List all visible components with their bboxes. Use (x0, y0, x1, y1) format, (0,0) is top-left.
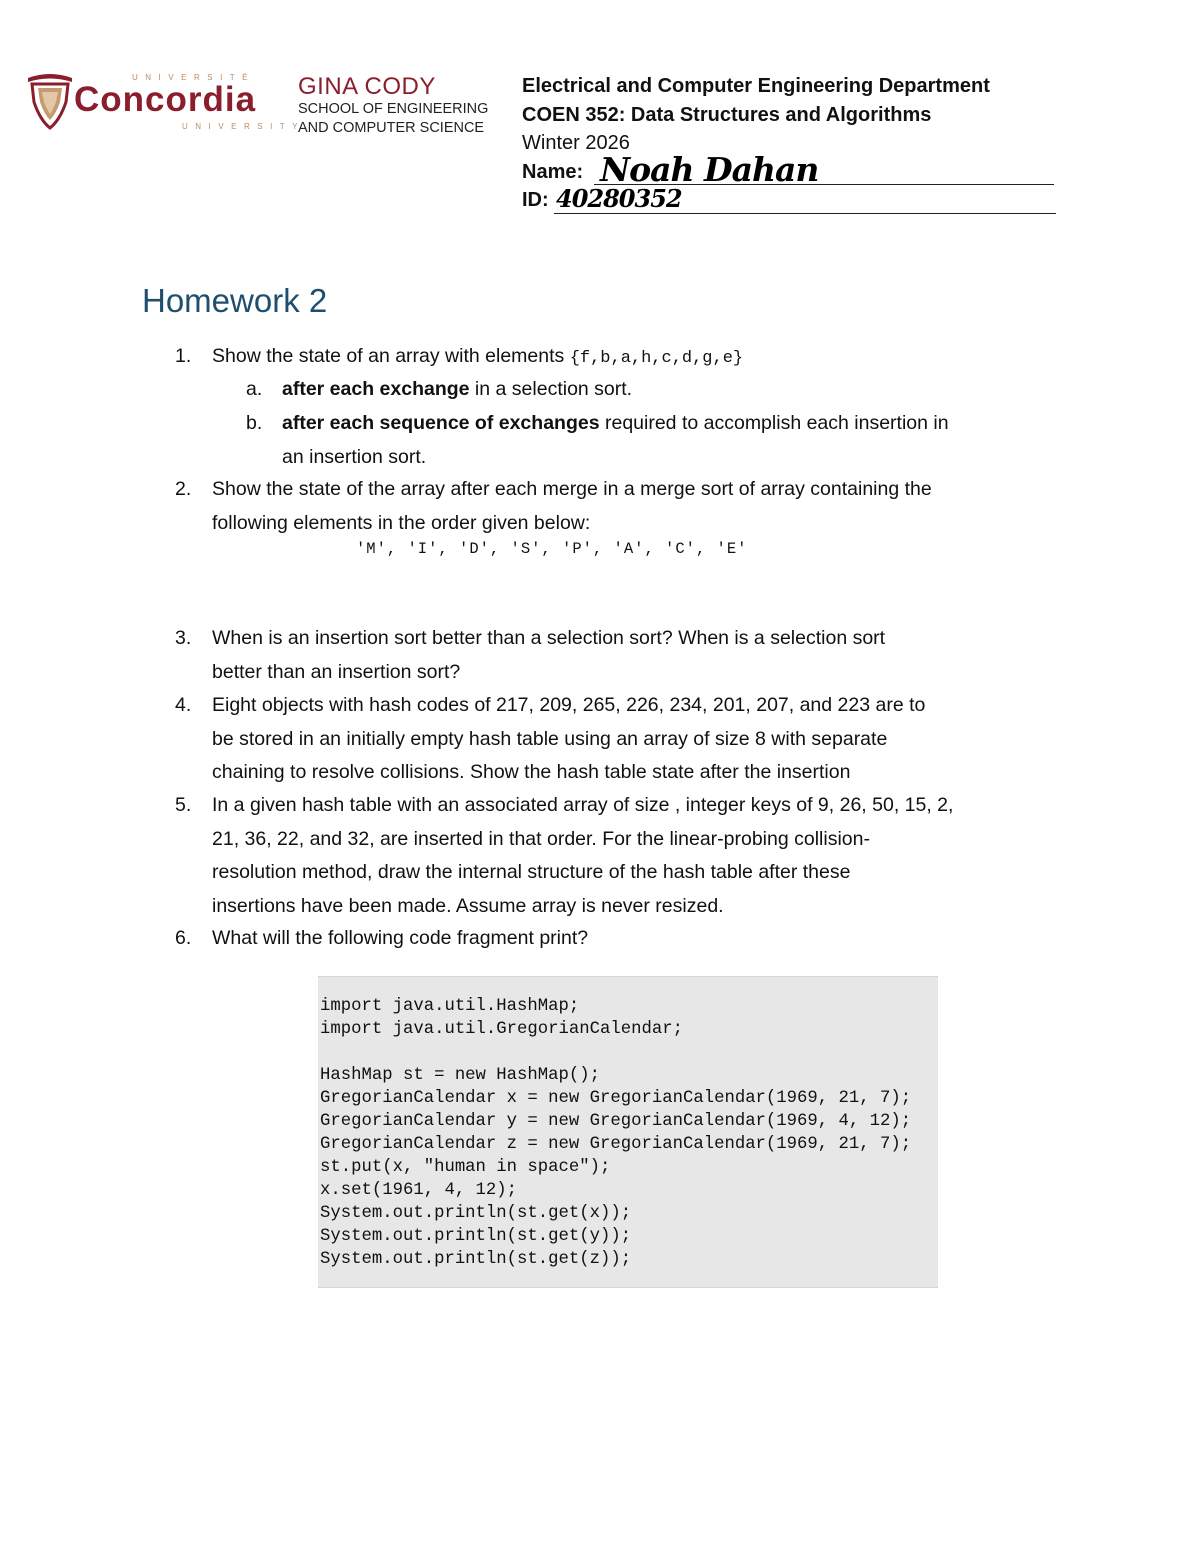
code-line (320, 1041, 911, 1064)
name-label: Name: (522, 160, 584, 183)
homework-title: Homework 2 (142, 282, 328, 319)
university-name: Concordia (74, 80, 257, 119)
code-line: GregorianCalendar x = new GregorianCalendar(1969, 21, 7); (320, 1089, 912, 1108)
question-1a (246, 373, 1066, 407)
question-line: following elements in the order given below: (212, 511, 591, 534)
question-number: 2. (175, 478, 192, 500)
code-line: import java.util.GregorianCalendar; (320, 1020, 683, 1039)
concordia-logo (26, 70, 306, 136)
question-line: resolution method, draw the internal structure of the hash table after these (212, 861, 851, 883)
code-line: GregorianCalendar z = new GregorianCalendar(1969, 21, 7); (320, 1135, 912, 1154)
code-line: HashMap st = new HashMap(); (320, 1066, 601, 1085)
question-line: Eight objects with hash codes of 217, 209, 265, 226, 234, 201, 207, and 223 are to (212, 694, 926, 716)
code-line: x.set(1961, 4, 12); (320, 1181, 518, 1200)
question-number: 5. (175, 794, 192, 816)
question-number: 1. (175, 345, 192, 367)
question-line: chaining to resolve collisions. Show the hash table state after the insertion (212, 761, 851, 783)
university-bottom-word: UNIVERSITY (182, 122, 306, 131)
id-handwritten: 40280352 (556, 184, 682, 213)
question-2 (175, 473, 1065, 540)
question-number: 4. (175, 694, 192, 716)
id-field (522, 186, 1062, 215)
question-1b (246, 407, 1066, 474)
term: Winter 2026 (522, 132, 630, 154)
course-title: COEN 352: Data Structures and Algorithms (522, 103, 932, 126)
question-line: Show the state of the array after each merge in a merge sort of array containing the (212, 478, 932, 500)
school-name: GINA CODY (298, 73, 436, 100)
school-line-1: SCHOOL OF ENGINEERING (298, 101, 489, 117)
question-line: In a given hash table with an associated array of size , integer keys of 9, 26, 50, 15, 2, (212, 794, 954, 816)
code-line: GregorianCalendar y = new GregorianCalendar(1969, 4, 12); (320, 1112, 912, 1131)
school-line-2: AND COMPUTER SCIENCE (298, 120, 485, 136)
merge-sort-elements: 'M', 'I', 'D', 'S', 'P', 'A', 'C', 'E' (356, 540, 748, 558)
code-lines (318, 995, 911, 1271)
code-line: import java.util.HashMap; (320, 997, 580, 1016)
name-signature: Noah Dahan (600, 149, 819, 189)
question-4 (175, 689, 1065, 790)
code-line: System.out.println(st.get(x)); (320, 1204, 632, 1223)
sub-question-text: required to accomplish each insertion in (599, 412, 949, 434)
question-text: Show the state of an array with elements (212, 345, 570, 367)
gina-cody-logo (298, 74, 513, 138)
question-6 (175, 922, 1065, 956)
code-block (318, 976, 938, 1288)
question-1 (175, 340, 1065, 376)
sub-question-letter: b. (246, 412, 263, 434)
name-field (522, 149, 1062, 189)
sub-question-text-cont: an insertion sort. (282, 445, 427, 468)
question-line: be stored in an initially empty hash table using an array of size 8 with separate (212, 727, 888, 750)
question-line: better than an insertion sort? (212, 660, 461, 683)
university-top-word: UNIVERSITÉ (132, 73, 256, 82)
sub-question-text: in a selection sort. (469, 378, 633, 400)
department: Electrical and Computer Engineering Department (522, 75, 990, 97)
question-line: insertions have been made. Assume array is never resized. (212, 894, 724, 917)
question-line: When is an insertion sort better than a selection sort? When is a selection sort (212, 627, 886, 649)
question-line: 21, 36, 22, and 32, are inserted in that order. For the linear-probing collision- (212, 827, 870, 850)
code-line: System.out.println(st.get(y)); (320, 1227, 632, 1246)
question-number: 3. (175, 627, 192, 649)
concordia-crest-icon (26, 72, 74, 132)
question-line: What will the following code fragment print? (212, 927, 589, 949)
code-line: System.out.println(st.get(z)); (320, 1250, 632, 1269)
code-line: st.put(x, "human in space"); (320, 1158, 611, 1177)
emphasis-text: after each sequence of exchanges (282, 412, 600, 434)
question-number: 6. (175, 927, 192, 949)
array-elements: {f,b,a,h,c,d,g,e} (569, 349, 744, 368)
sub-question-letter: a. (246, 378, 263, 400)
course-info (522, 72, 1062, 215)
question-5 (175, 789, 1065, 923)
id-label: ID: (522, 189, 549, 211)
emphasis-text: after each exchange (282, 378, 470, 400)
question-3 (175, 622, 1065, 689)
